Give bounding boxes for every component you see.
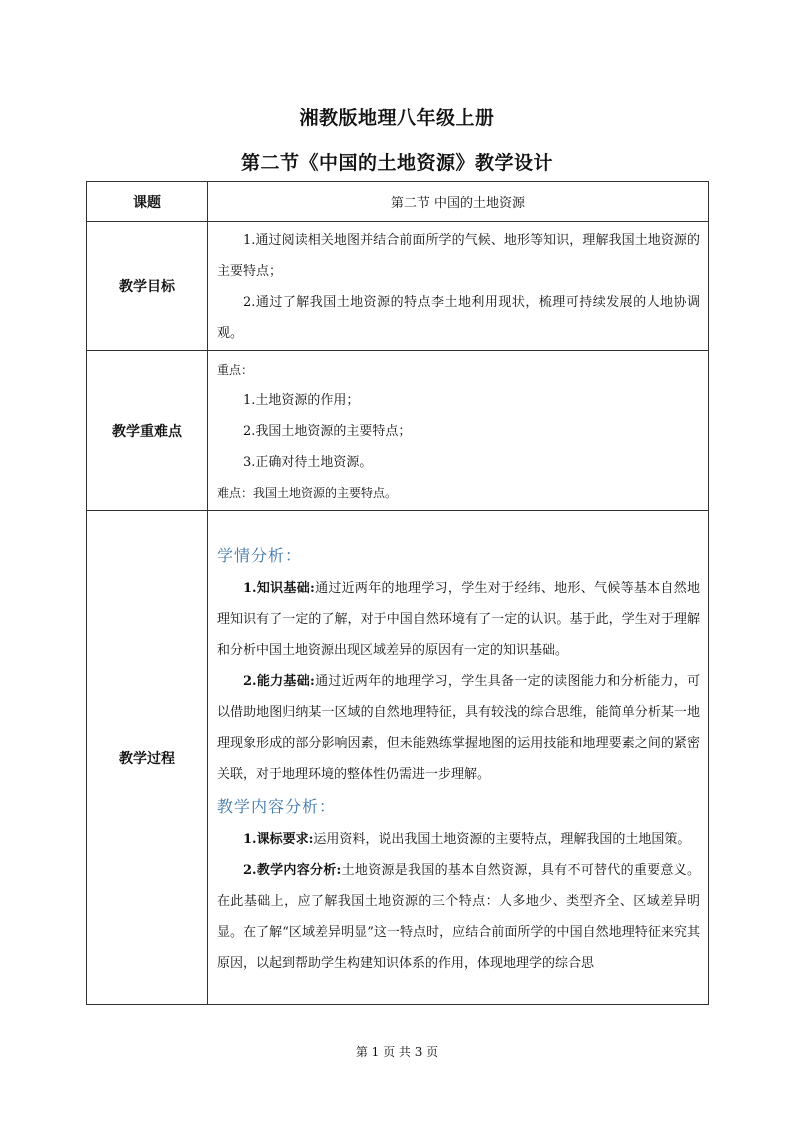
content-analysis-heading: 教学内容分析： bbox=[217, 796, 337, 816]
knowledge-label: 1.知识基础: bbox=[243, 580, 315, 596]
table-row-process bbox=[87, 511, 709, 1005]
key-points-label: 教学重难点 bbox=[87, 351, 208, 511]
topic-value: 第二节 中国的土地资源 bbox=[208, 182, 709, 222]
process-cell bbox=[208, 511, 709, 1005]
goal-item: 1.通过阅读相关地图并结合前面所学的气候、地形等知识，理解我国土地资源的主要特点； bbox=[217, 233, 700, 279]
document-subtitle: 第二节《中国的土地资源》教学设计 bbox=[240, 152, 553, 174]
analysis-text: 土地资源是我国的基本自然资源，具有不可替代的重要意义。在此基础上，应了解我国土地资源的三个特点：人多地少、类型齐全、区域差异明显。在了解“区域差异明显”这一特点时，应结合前面所学的中国自然地理特征来究其原因，以起到帮助学生构建知识体系的作用，体现地理学的综合思 bbox=[217, 862, 700, 971]
table-row-goals bbox=[87, 222, 709, 351]
ability-text: 通过近两年的地理学习，学生具备一定的读图能力和分析能力，可以借助地图归纳某一区域的自然地理特征，具有较浅的综合思维，能简单分析某一地理现象形成的部分影响因素，但未能熟练掌握地图的运用技能和地理要素之间的紧密关联，对于地理环境的整体性仍需进一步理解。 bbox=[217, 673, 700, 782]
key-point-item: 1.土地资源的作用； bbox=[243, 393, 360, 408]
goal-item: 2.通过了解我国土地资源的特点李土地利用现状，梳理可持续发展的人地协调观。 bbox=[217, 295, 700, 341]
key-point-item: 3.正确对待土地资源。 bbox=[243, 455, 373, 470]
table-row-key-points bbox=[87, 351, 709, 511]
analysis-label: 2.教学内容分析: bbox=[243, 862, 342, 878]
ability-paragraph bbox=[217, 666, 700, 790]
page-footer: 第 1 页 共 3 页 bbox=[355, 1045, 439, 1059]
key-points-cell bbox=[208, 351, 709, 511]
key-points-heading: 重点： bbox=[217, 363, 254, 377]
process-label: 教学过程 bbox=[87, 511, 208, 1005]
knowledge-text: 通过近两年的地理学习，学生对于经纬、地形、气候等基本自然地理知识有了一定的了解，对于中国自然环境有了一定的认识。基于此，学生对于理解和分析中国土地资源出现区域差异的原因有一定的知识基础。 bbox=[217, 580, 700, 658]
goals-cell bbox=[208, 222, 709, 351]
document-title: 湘教版地理八年级上册 bbox=[299, 107, 495, 129]
goals-label: 教学目标 bbox=[87, 222, 208, 351]
learner-analysis-heading: 学情分析： bbox=[217, 545, 303, 565]
standard-text: 运用资料，说出我国土地资源的主要特点，理解我国的土地国策。 bbox=[313, 831, 691, 847]
lesson-plan-table bbox=[86, 181, 709, 1005]
knowledge-paragraph bbox=[217, 573, 700, 666]
standard-paragraph bbox=[217, 824, 700, 855]
difficulty-text: 难点：我国土地资源的主要特点。 bbox=[217, 486, 398, 500]
analysis-paragraph bbox=[217, 855, 700, 979]
standard-label: 1.课标要求: bbox=[243, 831, 314, 847]
key-point-item: 2.我国土地资源的主要特点； bbox=[243, 424, 412, 439]
ability-label: 2.能力基础: bbox=[243, 673, 315, 689]
table-row-topic bbox=[87, 182, 709, 222]
topic-label: 课题 bbox=[87, 182, 208, 222]
